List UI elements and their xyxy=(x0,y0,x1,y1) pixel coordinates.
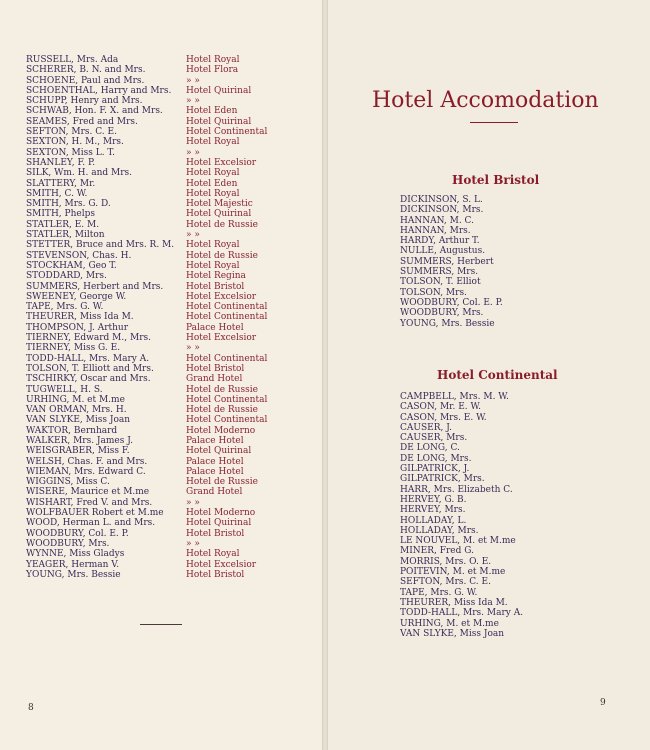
guest-name: SWEENEY, George W. xyxy=(26,291,127,302)
section-guest: DICKINSON, S. L. xyxy=(400,195,483,205)
section-guest: POITEVIN, M. et M.me xyxy=(400,567,506,578)
section-guest: LE NOUVEL, M. et M.me xyxy=(400,536,516,547)
guest-entry xyxy=(26,158,316,168)
section-guest: HOLLADAY, Mrs. xyxy=(400,525,479,536)
hotel-name: Hotel Royal xyxy=(186,549,240,560)
section-guest: NULLE, Augustus. xyxy=(400,246,486,257)
hotel-name: » » xyxy=(186,147,200,158)
guest-entry xyxy=(26,354,316,364)
hotel-name: Hotel Royal xyxy=(186,260,240,271)
hotel-name: Hotel Eden xyxy=(186,106,238,117)
hotel-name: Palace Hotel xyxy=(186,466,244,477)
left-page xyxy=(0,0,322,750)
hotel-name: Hotel Quirinal xyxy=(186,85,252,96)
hotel-name: Hotel Regina xyxy=(186,271,246,282)
guest-name: WISERE, Maurice et M.me xyxy=(26,487,150,498)
section-guest: DE LONG, Mrs. xyxy=(400,453,472,464)
guest-entry xyxy=(26,415,316,425)
section-guest: GILPATRICK, Mrs. xyxy=(400,474,485,485)
guest-name: SMITH, Phelps xyxy=(26,209,95,220)
hotel-name: Hotel Royal xyxy=(186,240,240,251)
guest-name: TIERNEY, Edward M., Mrs. xyxy=(26,333,151,344)
section-guest: HARDY, Arthur T. xyxy=(400,236,480,247)
hotel-name: Hotel Continental xyxy=(186,394,268,405)
guest-entry xyxy=(26,282,316,292)
hotel-name: Hotel Excelsior xyxy=(186,157,257,168)
guest-entry xyxy=(26,323,316,333)
guest-entry xyxy=(26,457,316,467)
guest-name: TAPE, Mrs. G. W. xyxy=(26,302,104,313)
closing-rule xyxy=(140,624,182,625)
guest-name: SCHERER, B. N. and Mrs. xyxy=(26,65,146,76)
guest-entry xyxy=(26,570,316,580)
hotel-bristol-guest-list xyxy=(400,195,630,329)
hotel-name: Hotel Continental xyxy=(186,127,268,138)
hotel-name: » » xyxy=(186,538,200,549)
guest-entry xyxy=(26,65,316,75)
guest-name: SUMMERS, Herbert and Mrs. xyxy=(26,281,164,292)
guest-entry xyxy=(26,271,316,281)
hotel-name: Hotel Moderno xyxy=(186,425,256,436)
guest-entry xyxy=(26,251,316,261)
guest-entry xyxy=(26,467,316,477)
guest-entry xyxy=(26,199,316,209)
hotel-name: Hotel de Russie xyxy=(186,405,258,416)
section-guest: URHING, M. et M.me xyxy=(400,618,499,629)
section-guest: WOODBURY, Mrs. xyxy=(400,308,484,319)
guest-entry xyxy=(26,343,316,353)
guest-entry xyxy=(26,302,316,312)
guest-name: TIERNEY, Miss G. E. xyxy=(26,343,121,354)
guest-entry xyxy=(26,312,316,322)
guest-name: SEAMES, Fred and Mrs. xyxy=(26,116,138,127)
guest-entry xyxy=(26,137,316,147)
guest-entry xyxy=(26,148,316,158)
hotel-name: Hotel Bristol xyxy=(186,363,245,374)
hotel-name: Hotel Continental xyxy=(186,353,268,364)
section-heading-hotel-bristol: Hotel Bristol xyxy=(452,173,540,187)
hotel-name: Hotel Royal xyxy=(186,188,240,199)
guest-name: WELSH, Chas. F. and Mrs. xyxy=(26,456,148,467)
section-guest: CAUSER, Mrs. xyxy=(400,433,468,444)
section-guest: SUMMERS, Mrs. xyxy=(400,267,479,278)
guest-entry xyxy=(26,261,316,271)
guest-entry xyxy=(26,549,316,559)
hotel-name: Hotel Excelsior xyxy=(186,333,257,344)
guest-entry xyxy=(26,426,316,436)
section-guest: THEURER, Miss Ida M. xyxy=(400,597,508,608)
hotel-name: Hotel Eden xyxy=(186,178,238,189)
guest-name: WEISGRABER, Miss F. xyxy=(26,446,130,457)
guest-entry xyxy=(26,374,316,384)
guest-entry xyxy=(26,76,316,86)
guest-name: TODD-HALL, Mrs. Mary A. xyxy=(26,353,150,364)
guest-name: SEFTON, Mrs. C. E. xyxy=(26,127,117,138)
guest-entry xyxy=(26,106,316,116)
hotel-name: Hotel de Russie xyxy=(186,384,258,395)
guest-entry xyxy=(26,209,316,219)
guest-name: SMITH, Mrs. G. D. xyxy=(26,199,111,210)
section-guest: VAN SLYKE, Miss Joan xyxy=(400,628,505,639)
hotel-name: » » xyxy=(186,230,200,241)
guest-entry xyxy=(26,189,316,199)
section-guest: HANNAN, Mrs. xyxy=(400,225,471,236)
section-guest: SUMMERS, Herbert xyxy=(400,256,494,267)
hotel-name: Hotel Royal xyxy=(186,137,240,148)
hotel-name: Hotel Quirinal xyxy=(186,209,252,220)
guest-name: SLATTERY, Mr. xyxy=(26,178,96,189)
guest-name: STETTER, Bruce and Mrs. R. M. xyxy=(26,240,175,251)
hotel-name: Hotel de Russie xyxy=(186,477,258,488)
guest-entry xyxy=(26,333,316,343)
page-title: Hotel Accomodation xyxy=(372,88,599,113)
guest-name: SEXTON, H. M., Mrs. xyxy=(26,137,124,148)
guest-name: THOMPSON, J. Arthur xyxy=(26,322,129,333)
section-guest: HOLLADAY, L. xyxy=(400,515,467,526)
guest-entry xyxy=(26,395,316,405)
guest-entry xyxy=(26,477,316,487)
guest-name: YEAGER, Herman V. xyxy=(26,559,120,570)
hotel-name: Palace Hotel xyxy=(186,322,244,333)
guest-name: URHING, M. et M.me xyxy=(26,394,125,405)
guest-name: WISHART, Fred V. and Mrs. xyxy=(26,497,153,508)
guest-name: SILK, Wm. H. and Mrs. xyxy=(26,168,133,179)
guest-name: WOODBURY, Col. E. P. xyxy=(26,528,129,539)
guest-entry xyxy=(26,179,316,189)
section-guest: HERVEY, G. B. xyxy=(400,494,467,505)
hotel-name: Grand Hotel xyxy=(186,487,243,498)
guest-name: WOOD, Herman L. and Mrs. xyxy=(26,518,156,529)
guest-name: SMITH, C. W. xyxy=(26,188,88,199)
section-guest: CASON, Mrs. E. W. xyxy=(400,412,487,423)
section-guest: CAMPBELL, Mrs. M. W. xyxy=(400,392,509,402)
book-fold xyxy=(322,0,328,750)
hotel-name: Palace Hotel xyxy=(186,435,244,446)
guest-name: TUGWELL, H. S. xyxy=(26,384,103,395)
hotel-name: Hotel Quirinal xyxy=(186,518,252,529)
section-guest: MORRIS, Mrs. O. E. xyxy=(400,556,492,567)
hotel-name: Hotel de Russie xyxy=(186,250,258,261)
guest-entry xyxy=(26,405,316,415)
section-guest: CAUSER, J. xyxy=(400,422,452,433)
hotel-name: Hotel Continental xyxy=(186,302,268,313)
hotel-name: Hotel Royal xyxy=(186,168,240,179)
guest-name: STATLER, Milton xyxy=(26,230,105,241)
guest-entry xyxy=(26,96,316,106)
hotel-name: Grand Hotel xyxy=(186,374,243,385)
guest-entry xyxy=(26,436,316,446)
section-guest: HERVEY, Mrs. xyxy=(400,505,466,516)
hotel-continental-guest-list xyxy=(400,392,630,639)
guest-name: SCHWAB, Hon. F. X. and Mrs. xyxy=(26,106,163,117)
hotel-name: Hotel Majestic xyxy=(186,199,253,210)
guest-entry xyxy=(26,539,316,549)
guest-entry xyxy=(26,446,316,456)
section-heading-hotel-continental: Hotel Continental xyxy=(437,368,558,382)
guest-entry xyxy=(26,498,316,508)
guest-entry xyxy=(26,292,316,302)
guest-name: SHANLEY, F. P. xyxy=(26,157,96,168)
guest-name: VAN ORMAN, Mrs. H. xyxy=(26,405,127,416)
guest-name: SCHOENTHAL, Harry and Mrs. xyxy=(26,85,172,96)
section-guest: WOODBURY, Col. E. P. xyxy=(400,297,503,308)
hotel-name: Hotel Continental xyxy=(186,312,268,323)
hotel-name: Hotel Bristol xyxy=(186,281,245,292)
hotel-name: Hotel Quirinal xyxy=(186,446,252,457)
guest-entry xyxy=(26,240,316,250)
guest-name: THEURER, Miss Ida M. xyxy=(26,312,134,323)
section-guest: TOLSON, Mrs. xyxy=(400,287,467,298)
section-guest: TOLSON, T. Elliot xyxy=(400,277,481,288)
guest-entry xyxy=(26,529,316,539)
guest-name: WALKER, Mrs. James J. xyxy=(26,435,134,446)
guest-entry xyxy=(26,518,316,528)
guest-name: VAN SLYKE, Miss Joan xyxy=(26,415,131,426)
title-rule xyxy=(470,122,518,123)
guest-name: STODDARD, Mrs. xyxy=(26,271,107,282)
guest-entry xyxy=(26,168,316,178)
guest-name: SCHOENE, Paul and Mrs. xyxy=(26,75,145,86)
hotel-name: Hotel Bristol xyxy=(186,569,245,580)
guest-entry xyxy=(26,508,316,518)
hotel-name: Hotel Flora xyxy=(186,65,239,76)
guest-entry xyxy=(26,86,316,96)
guest-entry xyxy=(26,220,316,230)
guest-name: WIEMAN, Mrs. Edward C. xyxy=(26,466,146,477)
hotel-name: Hotel de Russie xyxy=(186,219,258,230)
guest-name: WIGGINS, Miss C. xyxy=(26,477,110,488)
hotel-name: » » xyxy=(186,497,200,508)
guest-hotel-list xyxy=(26,55,316,580)
guest-entry xyxy=(26,385,316,395)
section-guest: GILPATRICK, J. xyxy=(400,464,470,475)
section-guest: HANNAN, M. C. xyxy=(400,215,474,226)
hotel-name: » » xyxy=(186,75,200,86)
guest-name: WAKTOR, Bernhard xyxy=(26,425,118,436)
hotel-name: Hotel Moderno xyxy=(186,508,256,519)
section-guest: MINER, Fred G. xyxy=(400,546,474,557)
guest-name: SEXTON, Miss L. T. xyxy=(26,147,115,158)
guest-entry xyxy=(26,127,316,137)
guest-name: WYNNE, Miss Gladys xyxy=(26,549,125,560)
hotel-name: Hotel Excelsior xyxy=(186,291,257,302)
page-number-left: 8 xyxy=(28,703,34,713)
section-guest: TODD-HALL, Mrs. Mary A. xyxy=(400,608,524,619)
guest-name: WOLFBAUER Robert et M.me xyxy=(26,508,164,519)
hotel-name: Hotel Royal xyxy=(186,55,240,65)
section-guest: CASON, Mr. E. W. xyxy=(400,402,482,413)
guest-name: SCHUPP, Henry and Mrs. xyxy=(26,96,143,107)
hotel-name: » » xyxy=(186,343,200,354)
guest-name: WOODBURY, Mrs. xyxy=(26,538,110,549)
section-guest: DE LONG, C. xyxy=(400,443,460,454)
guest-entry xyxy=(26,487,316,497)
guest-entry xyxy=(26,55,316,65)
guest-entry xyxy=(26,117,316,127)
hotel-name: Hotel Continental xyxy=(186,415,268,426)
section-guest: DICKINSON, Mrs. xyxy=(400,205,484,216)
guest-name: YOUNG, Mrs. Bessie xyxy=(26,569,121,580)
hotel-name: Hotel Quirinal xyxy=(186,116,252,127)
guest-name: STATLER, E. M. xyxy=(26,219,100,230)
guest-entry xyxy=(26,560,316,570)
section-guest: TAPE, Mrs. G. W. xyxy=(400,587,478,598)
section-guest: YOUNG, Mrs. Bessie xyxy=(400,318,495,329)
guest-entry xyxy=(26,364,316,374)
hotel-name: Hotel Bristol xyxy=(186,528,245,539)
page-number-right: 9 xyxy=(600,698,606,708)
hotel-name: » » xyxy=(186,96,200,107)
section-guest: HARR, Mrs. Elizabeth C. xyxy=(400,484,513,495)
guest-name: TOLSON, T. Elliott and Mrs. xyxy=(26,363,154,374)
hotel-name: Hotel Excelsior xyxy=(186,559,257,570)
guest-name: RUSSELL, Mrs. Ada xyxy=(26,55,119,65)
guest-name: STOCKHAM, Geo T. xyxy=(26,260,117,271)
guest-name: TSCHIRKY, Oscar and Mrs. xyxy=(26,374,151,385)
guest-name: STEVENSON, Chas. H. xyxy=(26,250,132,261)
section-guest: SEFTON, Mrs. C. E. xyxy=(400,577,491,588)
guest-entry xyxy=(26,230,316,240)
hotel-name: Palace Hotel xyxy=(186,456,244,467)
